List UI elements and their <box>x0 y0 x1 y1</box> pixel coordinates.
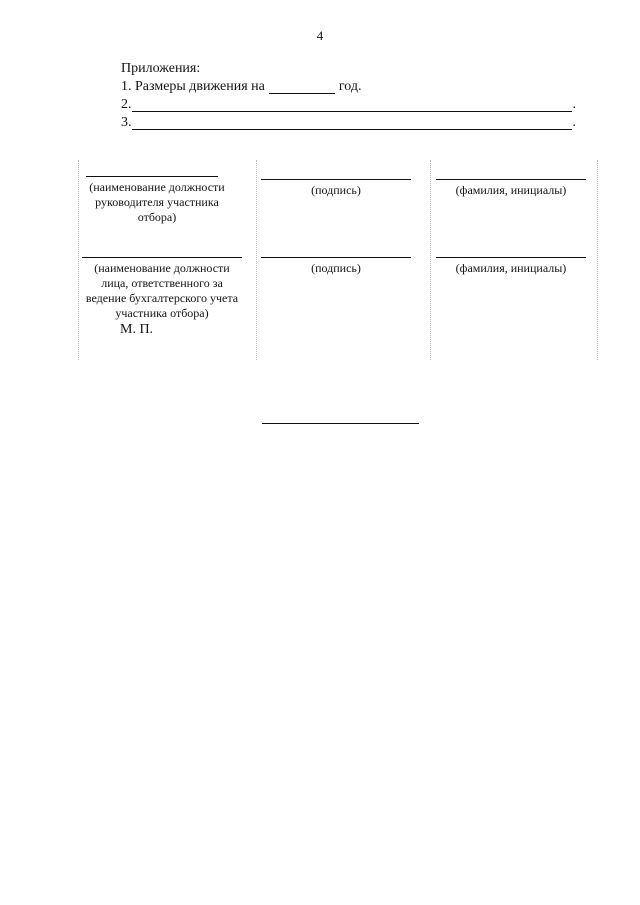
appendix-title: Приложения: <box>121 61 201 76</box>
accountant-position-line[interactable] <box>82 257 242 258</box>
head-position-caption: (наименование должности руководителя участника отбора) <box>89 180 225 224</box>
accountant-signature-line[interactable] <box>261 257 411 258</box>
appendix-item-3-blank-field[interactable] <box>132 115 572 130</box>
accountant-position-cell <box>82 257 242 321</box>
head-signature-cell <box>260 179 412 198</box>
head-signature-caption: (подпись) <box>311 183 361 197</box>
accountant-signature-cell <box>260 257 412 276</box>
accountant-name-caption: (фамилия, инициалы) <box>455 261 567 275</box>
appendix-item-2-number: 2. <box>121 97 132 112</box>
table-border-right <box>597 160 598 360</box>
head-position-cell <box>82 176 232 225</box>
table-border-middle-right <box>430 160 431 360</box>
signature-table <box>78 160 598 360</box>
appendix-item-1-suffix: год. <box>338 79 362 94</box>
head-name-line[interactable] <box>436 179 586 180</box>
appendix-item-2-period: . <box>572 97 576 112</box>
document-end-divider <box>262 423 419 424</box>
table-border-middle-left <box>256 160 257 360</box>
stamp-place-label: М. П. <box>120 322 154 337</box>
appendix-item-2 <box>121 96 576 114</box>
table-border-left <box>78 160 79 360</box>
accountant-name-line[interactable] <box>436 257 586 258</box>
appendix-item-1 <box>121 78 576 96</box>
appendix-block <box>121 60 576 132</box>
accountant-name-cell <box>434 257 588 276</box>
head-signature-line[interactable] <box>261 179 411 180</box>
head-position-line[interactable] <box>86 176 218 177</box>
appendix-item-3-period: . <box>572 115 576 130</box>
appendix-item-2-blank-field[interactable] <box>132 97 572 112</box>
accountant-position-caption: (наименование должности лица, ответственного за ведение бухгалтерского учета участника отбора) <box>85 261 239 320</box>
appendix-item-1-prefix: 1. Размеры движения на <box>121 79 265 94</box>
appendix-item-3-number: 3. <box>121 115 132 130</box>
page-number: 4 <box>316 28 324 43</box>
accountant-signature-caption: (подпись) <box>311 261 361 275</box>
appendix-item-3 <box>121 114 576 132</box>
year-blank-field[interactable] <box>269 79 335 94</box>
head-name-caption: (фамилия, инициалы) <box>455 183 567 197</box>
head-name-cell <box>434 179 588 198</box>
